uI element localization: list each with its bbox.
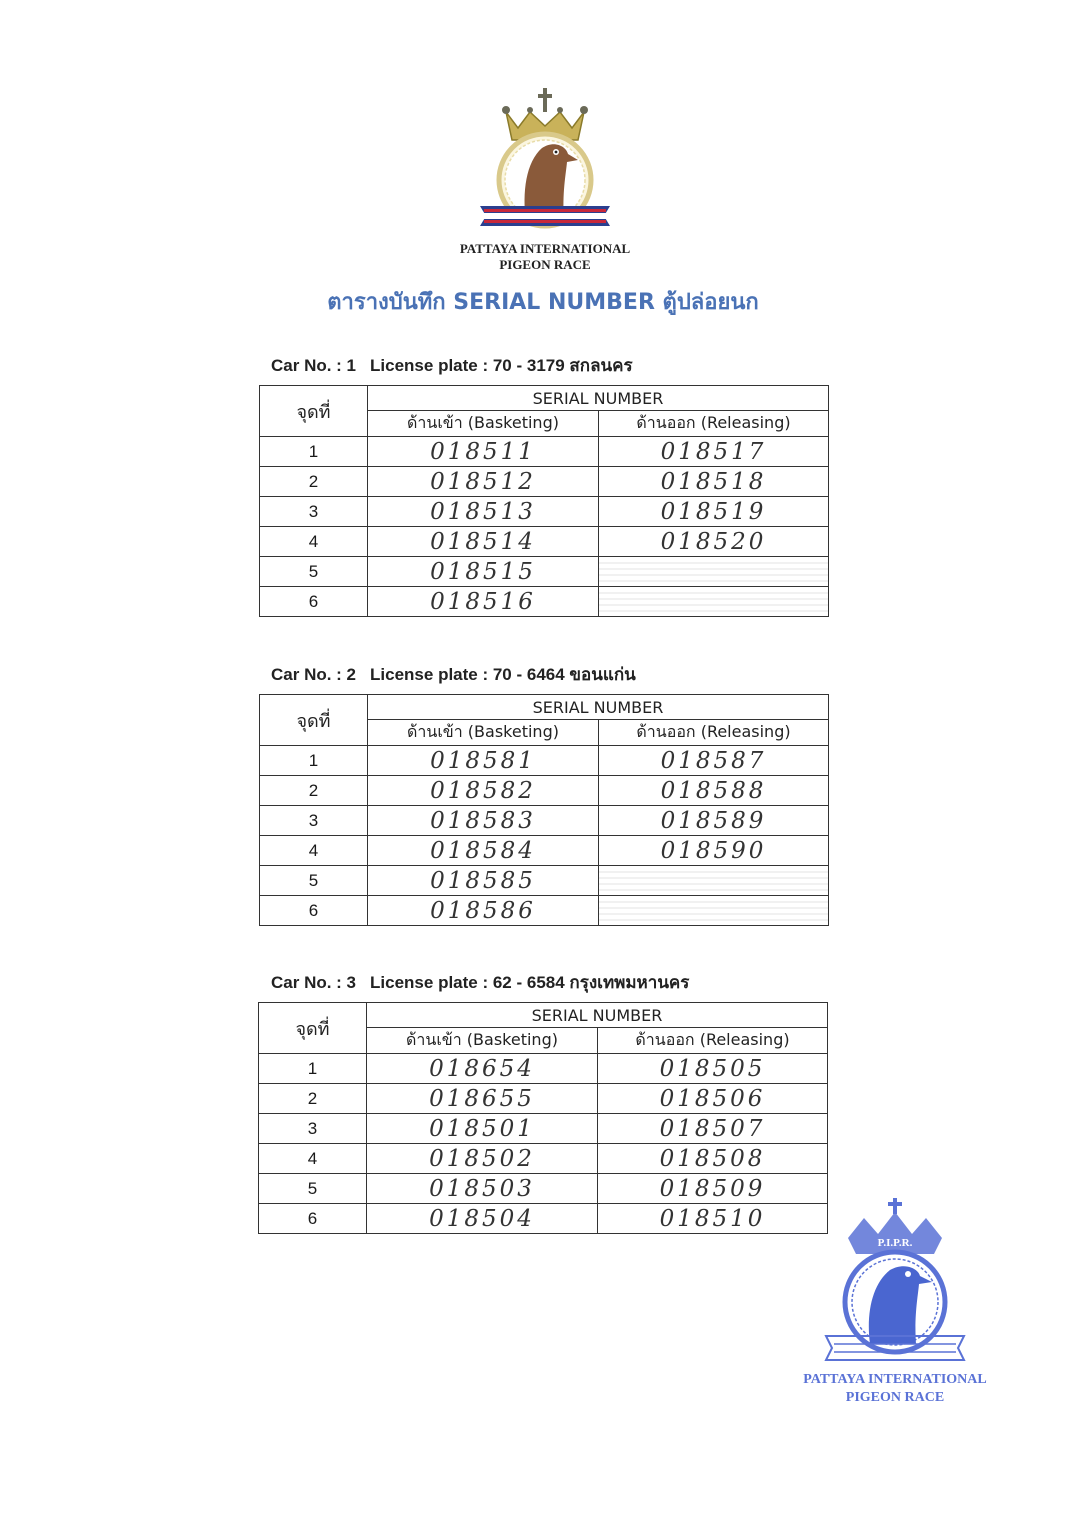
point-number: 4: [260, 836, 368, 866]
basketing-serial: 018585: [368, 866, 599, 896]
table-row: [259, 1204, 828, 1234]
table-row: [260, 836, 829, 866]
stamp-crown-text: P.I.P.R.: [877, 1237, 913, 1249]
point-number: 4: [259, 1144, 367, 1174]
table-row: [260, 587, 829, 617]
releasing-serial: 018588: [599, 776, 829, 806]
releasing-header: ด้านออก (Releasing): [598, 1028, 828, 1054]
releasing-serial: 018518: [599, 467, 829, 497]
serial-number-table: [259, 694, 829, 926]
table-row: [259, 1054, 828, 1084]
thai-flag-ribbon: [480, 206, 610, 226]
table-row: [260, 467, 829, 497]
basketing-serial: 018515: [368, 557, 599, 587]
table-row: [260, 437, 829, 467]
releasing-serial: 018507: [598, 1114, 828, 1144]
releasing-serial: 018519: [599, 497, 829, 527]
stamp-crown-icon: [848, 1198, 942, 1254]
releasing-serial: [599, 866, 829, 896]
releasing-header: ด้านออก (Releasing): [599, 720, 829, 746]
basketing-serial: 018581: [368, 746, 599, 776]
license-plate: License plate : 70 - 6464 ขอนแก่น: [370, 665, 636, 684]
org-name-line2: PIGEON RACE: [499, 257, 591, 272]
releasing-serial: 018520: [599, 527, 829, 557]
stamp-pigeon-icon: [869, 1266, 932, 1344]
point-number: 4: [260, 527, 368, 557]
table-row: [260, 776, 829, 806]
releasing-serial: 018510: [598, 1204, 828, 1234]
car-heading: [271, 969, 703, 996]
point-header: จุดที่: [259, 1003, 367, 1054]
basketing-header: ด้านเข้า (Basketing): [368, 411, 599, 437]
car-number: Car No. : 1: [271, 356, 357, 375]
point-number: 1: [260, 746, 368, 776]
table-row: [259, 1144, 828, 1174]
releasing-serial: 018589: [599, 806, 829, 836]
table-row: [260, 497, 829, 527]
pigeon-race-logo: [470, 82, 620, 242]
table-row: [260, 557, 829, 587]
basketing-serial: 018513: [368, 497, 599, 527]
serial-number-header: SERIAL NUMBER: [368, 386, 829, 411]
stamp-text: [780, 1371, 1010, 1407]
releasing-serial: 018508: [598, 1144, 828, 1174]
document-title: ตารางบันทึก SERIAL NUMBER ตู้ปล่อยนก: [327, 290, 759, 315]
table-row: [260, 896, 829, 926]
point-number: 3: [260, 806, 368, 836]
basketing-serial: 018511: [368, 437, 599, 467]
table-row: [259, 1084, 828, 1114]
point-number: 6: [260, 896, 368, 926]
serial-number-header: SERIAL NUMBER: [368, 695, 829, 720]
point-number: 5: [260, 557, 368, 587]
releasing-serial: 018587: [599, 746, 829, 776]
basketing-header: ด้านเข้า (Basketing): [368, 720, 599, 746]
point-header: จุดที่: [260, 386, 368, 437]
serial-number-table: [258, 1002, 828, 1234]
table-row: [259, 1114, 828, 1144]
point-number: 3: [260, 497, 368, 527]
releasing-serial: [599, 557, 829, 587]
basketing-serial: 018512: [368, 467, 599, 497]
basketing-serial: 018516: [368, 587, 599, 617]
car-number: Car No. : 3: [271, 973, 357, 992]
basketing-serial: 018655: [367, 1084, 598, 1114]
table-row: [259, 1174, 828, 1204]
table-row: [260, 806, 829, 836]
basketing-serial: 018502: [367, 1144, 598, 1174]
releasing-serial: 018506: [598, 1084, 828, 1114]
releasing-serial: 018505: [598, 1054, 828, 1084]
car-number: Car No. : 2: [271, 665, 357, 684]
basketing-serial: 018582: [368, 776, 599, 806]
basketing-serial: 018501: [367, 1114, 598, 1144]
basketing-serial: 018586: [368, 896, 599, 926]
releasing-serial: 018517: [599, 437, 829, 467]
license-plate: License plate : 62 - 6584 กรุงเทพมหานคร: [370, 973, 690, 992]
point-number: 1: [260, 437, 368, 467]
point-number: 1: [259, 1054, 367, 1084]
basketing-serial: 018654: [367, 1054, 598, 1084]
releasing-serial: 018590: [599, 836, 829, 866]
car-heading: [271, 352, 647, 379]
point-number: 2: [260, 776, 368, 806]
point-number: 5: [260, 866, 368, 896]
basketing-header: ด้านเข้า (Basketing): [367, 1028, 598, 1054]
point-number: 2: [260, 467, 368, 497]
point-number: 6: [260, 587, 368, 617]
basketing-serial: 018514: [368, 527, 599, 557]
basketing-serial: 018584: [368, 836, 599, 866]
serial-number-table: [259, 385, 829, 617]
basketing-serial: 018504: [367, 1204, 598, 1234]
table-row: [260, 866, 829, 896]
serial-number-header: SERIAL NUMBER: [367, 1003, 828, 1028]
releasing-serial: [599, 896, 829, 926]
point-number: 5: [259, 1174, 367, 1204]
organization-stamp: [820, 1198, 970, 1368]
releasing-serial: [599, 587, 829, 617]
org-name-line1: PATTAYA INTERNATIONAL: [459, 241, 631, 256]
table-row: [260, 746, 829, 776]
point-number: 6: [259, 1204, 367, 1234]
basketing-serial: 018503: [367, 1174, 598, 1204]
car-heading: [271, 661, 650, 688]
point-header: จุดที่: [260, 695, 368, 746]
point-number: 2: [259, 1084, 367, 1114]
point-number: 3: [259, 1114, 367, 1144]
organization-name: [400, 241, 690, 273]
license-plate: License plate : 70 - 3179 สกลนคร: [370, 356, 633, 375]
stamp-text-line2: PIGEON RACE: [845, 1390, 945, 1405]
basketing-serial: 018583: [368, 806, 599, 836]
releasing-serial: 018509: [598, 1174, 828, 1204]
releasing-header: ด้านออก (Releasing): [599, 411, 829, 437]
table-row: [260, 527, 829, 557]
stamp-text-line1: PATTAYA INTERNATIONAL: [803, 1372, 987, 1387]
